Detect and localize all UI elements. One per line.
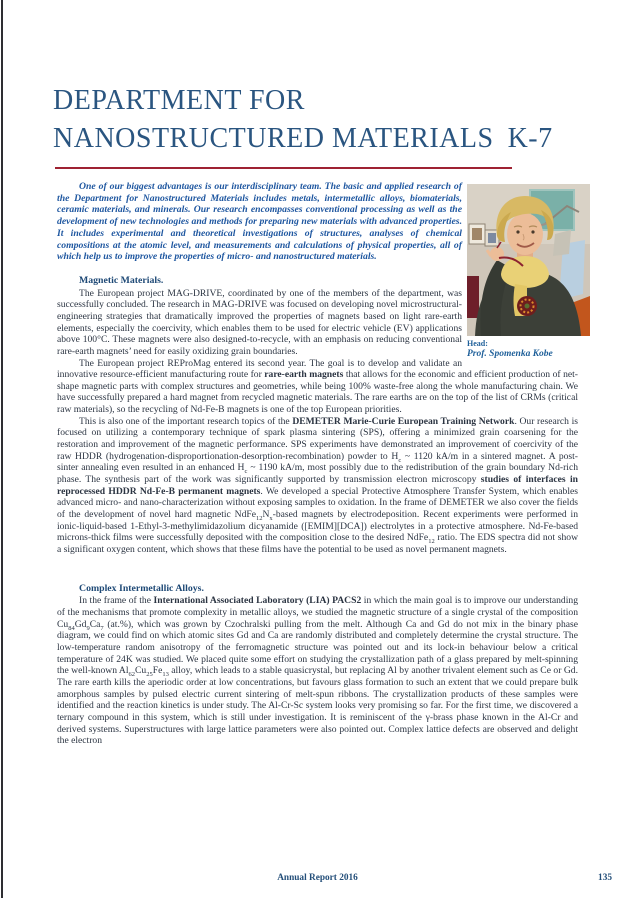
title-line-1: DEPARTMENT FOR bbox=[53, 85, 305, 116]
title-line-2: NANOSTRUCTURED MATERIALS bbox=[53, 123, 494, 154]
head-portrait-photo bbox=[467, 184, 590, 336]
photo-caption-label: Head: bbox=[467, 339, 488, 348]
section-heading: Complex Intermetallic Alloys. bbox=[79, 582, 204, 594]
section bbox=[57, 583, 578, 747]
body-paragraph: This is also one of the important research topics of the DEMETER Marie-Curie European Training Network. Our research is focused on utilizing a contemporary technique of spark plasma sintering (SPS), offering a minimized grain coarsening for the restoration and improvement of the magnetic performance. SPS experiments have demonstrated an improvement of coercivity of the raw HDDR (hydrogenation-disproportionation-desorption-recombination) powder to $H_c$ ~ 1120 kA/m in a sintered magnet. A post-sinter annealing even resulted in an enhanced $H_c$ ~ 1190 kA/m, most possibly due to the redistribution of the grain boundary Nd-rich phase. The synthesis part of the work was significantly supported by transmission electron microscopy studies of interfaces in reprocessed HDDR Nd-Fe-B permanent magnets. We developed a special Protective Atmosphere Transfer System, which enables advanced micro- and nano-characterization without exposing samples to oxidation. In the frame of DEMETER we also cover the fields of the development of novel hard magnetic $NdFe_{12}N_x$-based magnets by electrodeposition. Recent experiments were performed in ionic-liquid-based 1-Ethyl-3-methylimidazolium dicyanamide ([EMIM][DCA]) electrolytes in a protective atmosphere. Nd-Fe-based microns-thick films were successfully deposited with the composition close to the desired NdFe$_{12}$ ratio. The EDS spectra did not show a significant oxygen content, which shows that these films have the potential to be used as novel permanent magnets. bbox=[57, 415, 579, 556]
page-title bbox=[53, 82, 553, 158]
page-footer bbox=[0, 873, 635, 887]
page-body bbox=[57, 181, 578, 747]
section-heading: Magnetic Materials. bbox=[79, 274, 164, 286]
body-paragraph: The European project MAG-DRIVE, coordinated by one of the members of the department, was successfully concluded. The research in MAG-DRIVE was focused on developing novel microstructural-engineering strategies that dramatically improved the properties of magnets based on light rare-earth elements, especially the coercivity, which enables them to be used for electric vehicle (EV) applications above 100°C. These magnets were also designed-to-recycle, with an emphasis on reducing conventional rare-earth magnets’ need for easily oxidizing grain boundaries. bbox=[57, 287, 462, 357]
photo-caption-name: Prof. Spomenka Kobe bbox=[467, 349, 553, 359]
head-photo-block bbox=[467, 181, 578, 365]
title-underline-rule bbox=[55, 167, 512, 169]
page-number: 135 bbox=[598, 873, 612, 883]
footer-report-title: Annual Report 2016 bbox=[277, 873, 358, 883]
body-paragraph: In the frame of the International Associated Laboratory (LIA) PACS2 in which the main goal is to improve our understanding of the mechanisms that promote complexity in metallic alloys, we studied the magnetic structure of a single crystal of the composition $Cu_{84}Gd_9Ca_7$ (at.%), which was grown by Czochralski pulling from the melt. Although Ca and Gd do not mix in the binary phase diagram, we could find on which atomic sites Gd and Ca are randomly distributed and completely determine the crystal structure. The low-temperature random anisotropy of the ferromagnetic structure was pointed out and its lock-in behaviour below a critical temperature of 24K was studied. We placed quite some effort on studying the crystallization path of a glass prepared by melt-spinning the well-known $Al_{62}Cu_{25}Fe_{13}$ alloy, which leads to a stable quasicrystal, but replacing Al by another trivalent element such as Ce or Gd. The rare earth kills the aperiodic order at low concentrations, but favours glass formation to such an extent that we could prepare bulk amorphous samples by pulsed electric current sintering of melt-spun ribbons. The crystallization products of these samples were identified and the reaction kinetics is under study. The Al-Cr-Sc system looks very promising so far. For the first time, we discovered a ternary compound in this system, which is still under investigation. It is reminiscent of the γ-brass phase known in the Al-Cr and derived systems. Superstructures with large lattice parameters were also pointed out. Complex lattice defects are observed and delight the electron bbox=[57, 595, 578, 747]
department-code: K-7 bbox=[507, 123, 553, 154]
page-edge-line bbox=[1, 0, 3, 898]
body-paragraph: The European project REProMag entered its second year. The goal is to develop and validate an innovative resource-efficient manufacturing route for rare-earth magnets that allows for the economic and efficient production of net-shape magnetic parts with complex structures and geometries, while being 100% waste-free along the whole manufacturing chain. We have successfully prepared a hard magnet from recycled magnetic materials. The rare earths are on the top of the list of CRMs (critical raw materials), so the recycling of Nd-Fe-B magnets is one of the top European priorities. bbox=[57, 357, 578, 416]
intro-paragraph: One of our biggest advantages is our interdisciplinary team. The basic and applied research of the Department for Nanostructured Materials includes metals, intermetallic alloys, biomaterials, ceramic materials, and minerals. Our research encompasses conventional processing as well as the development of new technologies and methods for preparing new materials with advanced properties. It includes experimental and theoretical investigations of structures, analyses of chemical compositions at the atomic level, and measurements and calculations of physical properties, all of which help us to improve the properties of micro- and nanostructured materials. bbox=[57, 181, 462, 263]
